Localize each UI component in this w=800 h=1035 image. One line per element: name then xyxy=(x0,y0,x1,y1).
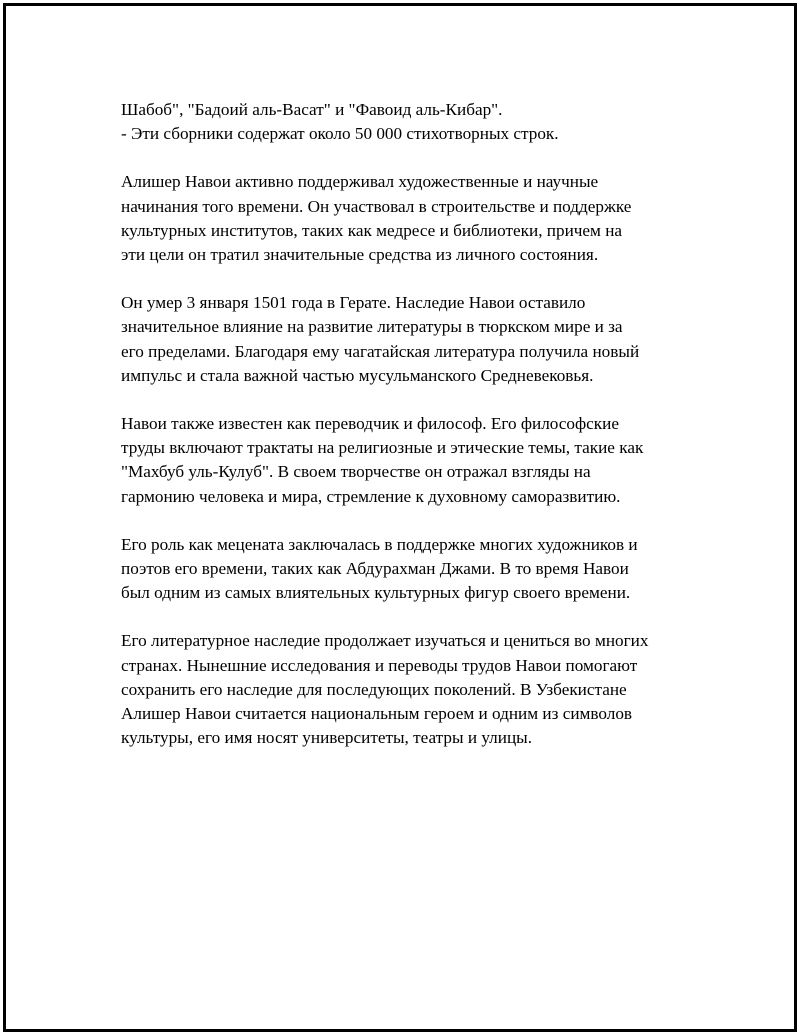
text-line: Алишер Навои активно поддерживал художественные и научные xyxy=(121,172,599,192)
text-line: Его литературное наследие продолжает изучаться и цениться во многих xyxy=(121,631,649,651)
paragraph-3 xyxy=(121,291,711,388)
document-body xyxy=(121,98,711,774)
text-line: "Махбуб уль-Кулуб". В своем творчестве он отражал взгляды на xyxy=(121,462,591,482)
document-page xyxy=(3,3,797,1032)
text-line: эти цели он тратил значительные средства из личного состояния. xyxy=(121,245,599,265)
text-line: труды включают трактаты на религиозные и этические темы, такие как xyxy=(121,438,644,458)
paragraph-6 xyxy=(121,629,711,750)
text-line: странах. Нынешние исследования и переводы трудов Навои помогают xyxy=(121,655,638,675)
text-line: Его роль как мецената заключалась в поддержке многих художников и xyxy=(121,534,638,554)
text-line: значительное влияние на развитие литературы в тюркском мире и за xyxy=(121,317,623,337)
text-line: поэтов его времени, таких как Абдурахман Джами. В то время Навои xyxy=(121,559,629,579)
text-line: импульс и стала важной частью мусульманского Средневековья. xyxy=(121,365,594,385)
text-line: - Эти сборники содержат около 50 000 стихотворных строк. xyxy=(121,124,559,144)
text-line: культурных институтов, таких как медресе и библиотеки, причем на xyxy=(121,220,623,240)
paragraph-4 xyxy=(121,412,711,509)
text-line: Он умер 3 января 1501 года в Герате. Наследие Навои оставило xyxy=(121,293,586,313)
paragraph-1 xyxy=(121,98,711,146)
text-line: начинания того времени. Он участвовал в строительстве и поддержке xyxy=(121,196,632,216)
text-line: был одним из самых влиятельных культурных фигур своего времени. xyxy=(121,583,631,603)
text-line: Шабоб", "Бадоий аль-Васат" и "Фавоид аль-Кибар". xyxy=(121,100,503,119)
text-line: Навои также известен как переводчик и философ. Его философские xyxy=(121,414,619,434)
text-line: Алишер Навои считается национальным героем и одним из символов xyxy=(121,704,633,724)
text-line: гармонию человека и мира, стремление к духовному саморазвитию. xyxy=(121,486,621,506)
text-line: культуры, его имя носят университеты, театры и улицы. xyxy=(121,728,532,748)
text-line: сохранить его наследие для последующих поколений. В Узбекистане xyxy=(121,679,627,699)
text-line: его пределами. Благодаря ему чагатайская литература получила новый xyxy=(121,341,640,361)
paragraph-2 xyxy=(121,170,711,267)
paragraph-5 xyxy=(121,533,711,606)
